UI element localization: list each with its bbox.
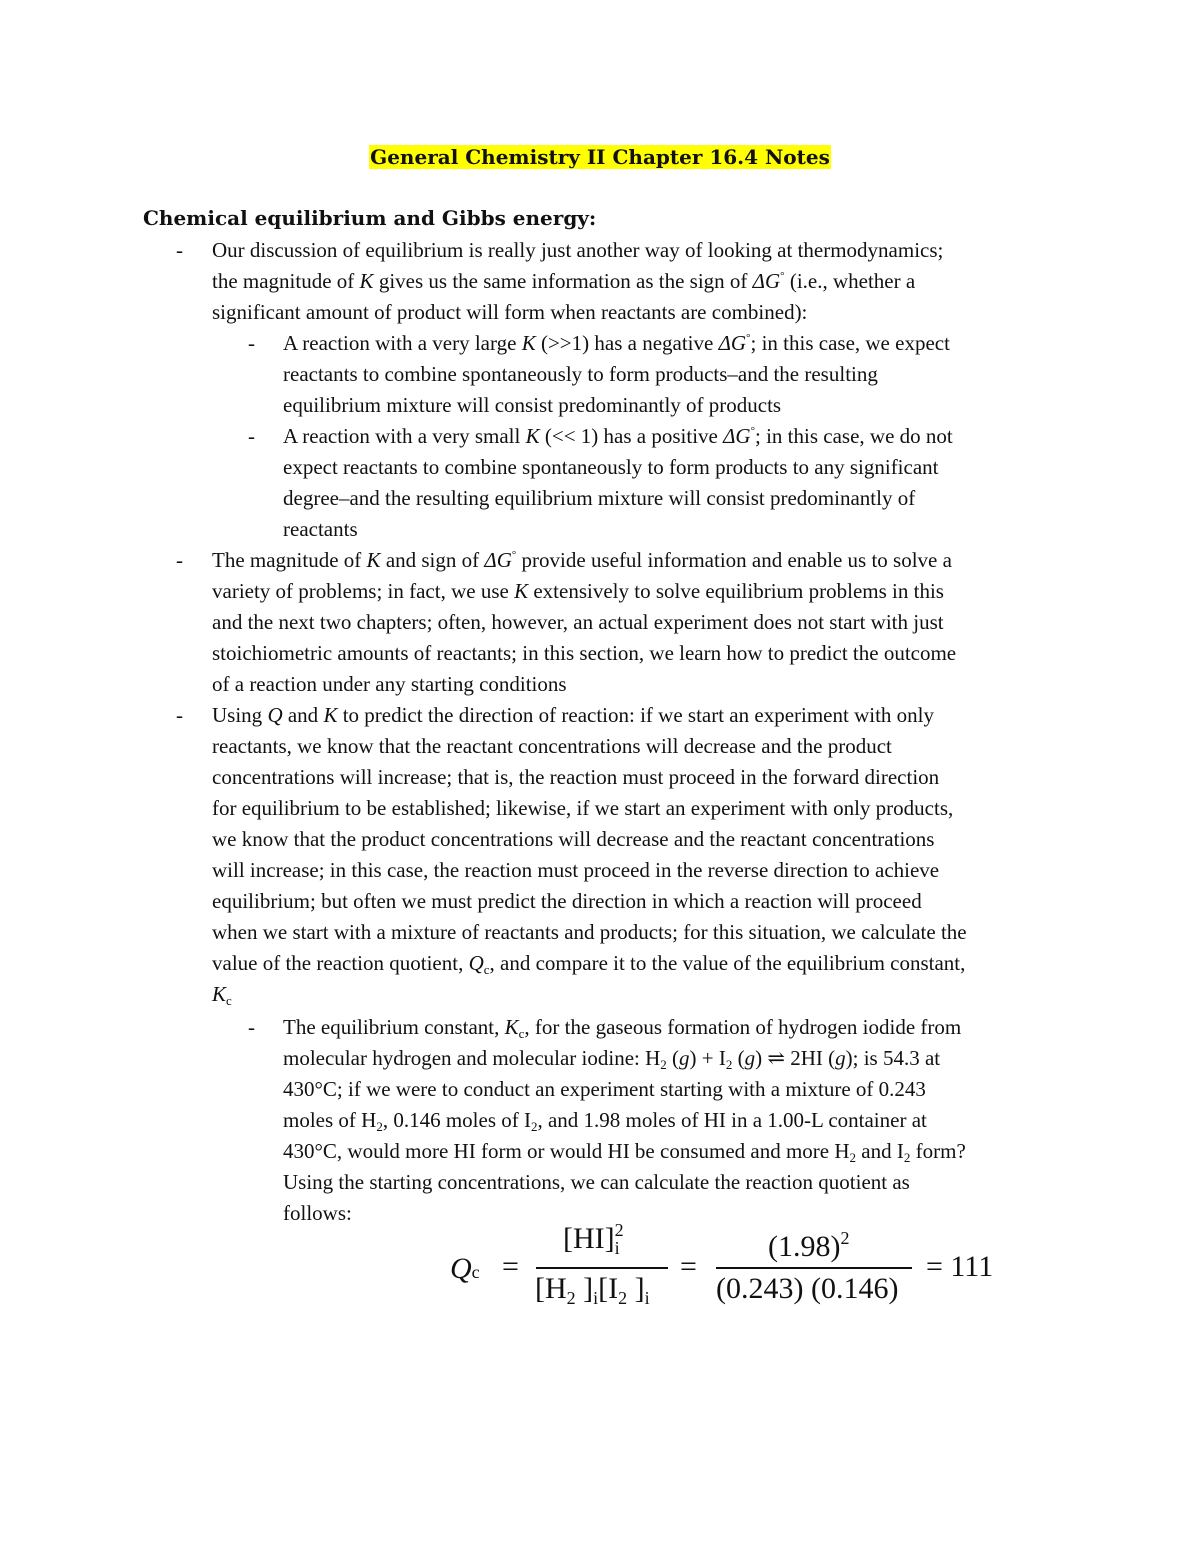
fraction-1-numerator: [HI]$^2_i$ bbox=[563, 1220, 624, 1258]
bullet-thermodynamics: Our discussion of equilibrium is really just another way of looking at thermodynamics; the magnitude of K gives us the same information as the sign of ΔG° (i.e., whether a significant amount of product will form when reactants are combined): bbox=[212, 238, 944, 324]
equation-lhs: Qc bbox=[450, 1252, 480, 1285]
subbullet-small-k: A reaction with a very small K (<< 1) has a positive ΔG°; in this case, we do not expect reactants to combine spontaneously to form products to any significant degree–and the resulting equilibrium mixture will consist predominantly of reactants bbox=[283, 424, 953, 541]
bullet-marker: - bbox=[176, 703, 183, 727]
reaction-quotient-equation bbox=[448, 1222, 1018, 1317]
subbullet-hi-example: The equilibrium constant, $K_c$, for the gaseous formation of hydrogen iodide from molecular hydrogen and molecular iodine: $H_2$ $(g) + I_2$ (g) ⇌ 2HI (g); is 54.3 at 430°C; if we were to conduct an experiment starting with a mixture of 0.243 moles of $H_2$, 0.146 moles of $I_2$, and 1.98 moles of HI in a 1.00-L container at 430°C, would more HI form or would HI be consumed and more $H_2$ and $I_2$ form? Using the starting concentrations, we can calculate the reaction quotient as follows: bbox=[283, 1015, 966, 1225]
equals-sign: = bbox=[502, 1250, 519, 1283]
equation-result: = 111 bbox=[926, 1250, 994, 1283]
bullet-marker: - bbox=[248, 331, 255, 355]
fraction-bar bbox=[536, 1267, 668, 1269]
fraction-2-denominator: (0.243) (0.146) bbox=[716, 1272, 899, 1305]
subbullet-large-k: A reaction with a very large K (>>1) has a negative ΔG°; in this case, we expect reactants to combine spontaneously to form products–and the resulting equilibrium mixture will consist predominantly of products bbox=[283, 331, 950, 417]
section-heading: Chemical equilibrium and Gibbs energy: bbox=[143, 206, 597, 230]
fraction-2-numerator: $(1.98)^2$ bbox=[768, 1228, 850, 1263]
fraction-1-denominator: [$H_2$ ]$_i[I_2$ ]$_i$ bbox=[535, 1272, 650, 1308]
bullet-magnitude-k: The magnitude of K and sign of ΔG° provide useful information and enable us to solve a variety of problems; in fact, we use K extensively to solve equilibrium problems in this and the next two chapters; often, however, an actual experiment does not start with just stoichiometric amounts of reactants; in this section, we learn how to predict the outcome of a reaction under any starting conditions bbox=[212, 548, 957, 696]
bullet-marker: - bbox=[248, 1015, 255, 1039]
fraction-bar bbox=[716, 1267, 912, 1269]
bullet-marker: - bbox=[176, 548, 183, 572]
page-title: General Chemistry II Chapter 16.4 Notes bbox=[370, 145, 830, 169]
bullet-q-and-k: Using Q and K to predict the direction of reaction: if we start an experiment with only reactants, we know that the reactant concentrations will decrease and the product concentrations will increase; that is, the reaction must proceed in the forward direction for equilibrium to be established; likewise, if we start an experiment with only products, we know that the product concentrations will decrease and the reactant concentrations will increase; in this case, the reaction must proceed in the reverse direction to achieve equilibrium; but often we must predict the direction in which a reaction will proceed when we start with a mixture of reactants and products; for this situation, we calculate the value of the reaction quotient, $Q_c$, and compare it to the value of the equilibrium constant, $K_c$ bbox=[212, 703, 967, 1008]
equals-sign: = bbox=[680, 1250, 697, 1283]
bullet-marker: - bbox=[176, 238, 183, 262]
bullet-marker: - bbox=[248, 424, 255, 448]
